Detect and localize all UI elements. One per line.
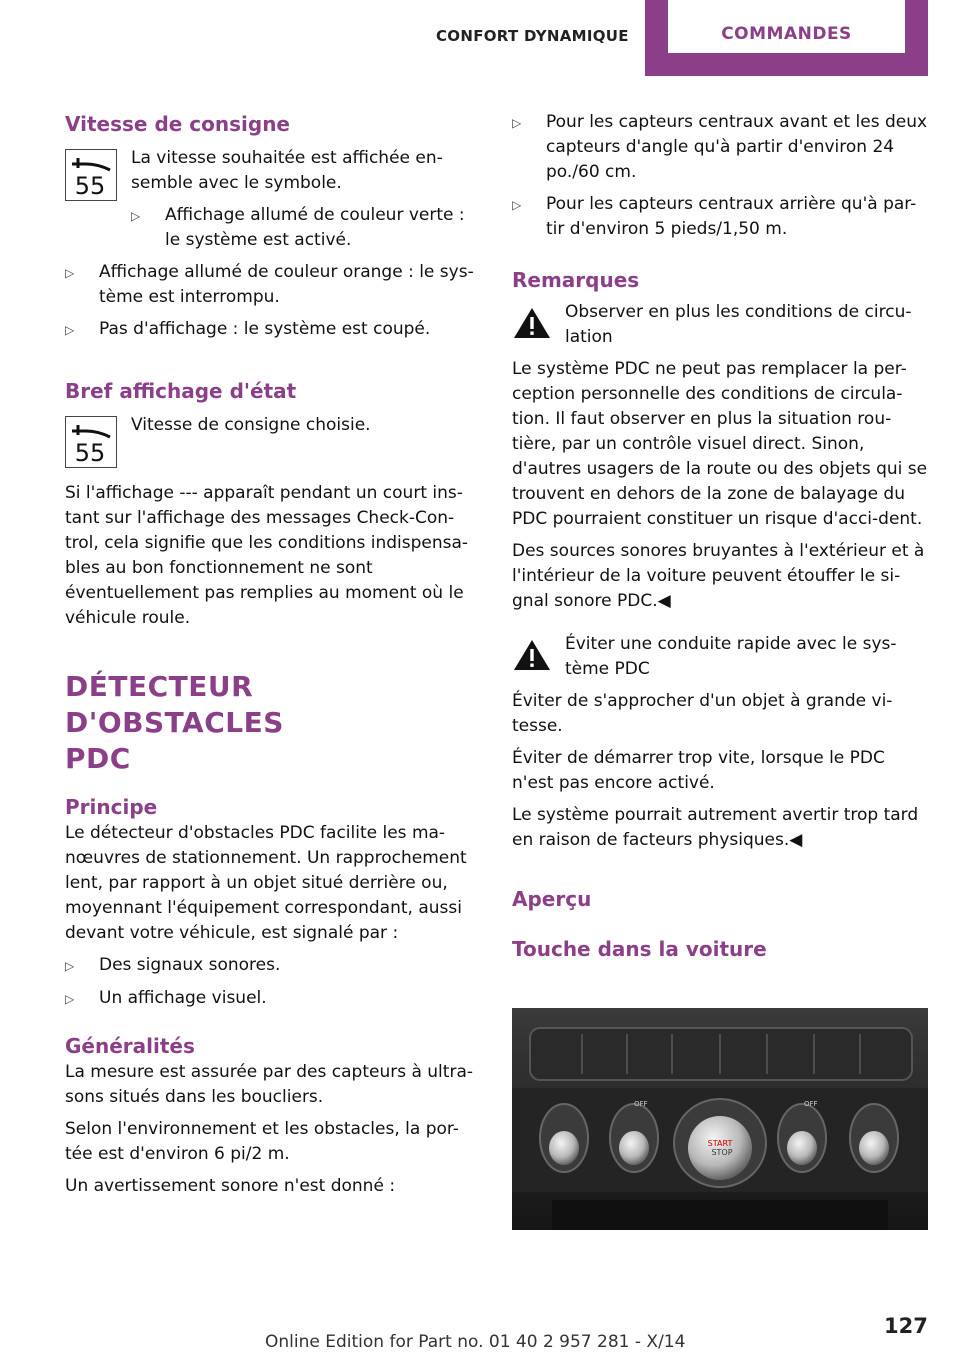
bullet-triangle-icon: ▷ (131, 209, 141, 223)
status-paragraph: Si l'affichage --- apparaît pendant un court ins-tant sur l'affichage des messages Check-Con-trol, cela signifie que les conditions indispensa-bles au bon fonctionnement ne sont éventuellement pas remplies au moment où le véhicule roule. (65, 483, 469, 628)
start-label: START (707, 1139, 733, 1148)
speed-icon-number: 55 (74, 439, 106, 466)
bullet-item: Pour les capteurs centraux arrière qu'à par-tir d'environ 5 pieds/1,50 m. (546, 194, 917, 239)
heading-pdc-line2: PDC (65, 742, 131, 775)
bullet-triangle-icon: ▷ (65, 323, 75, 337)
heading-vitesse-consigne: Vitesse de consigne (65, 112, 290, 136)
speed-limit-icon (65, 416, 117, 468)
header-tab: COMMANDES (668, 0, 905, 53)
general-text-1: La mesure est assurée par des capteurs à ultra-sons situés dans les boucliers. (65, 1062, 473, 1107)
warning-text-2: Éviter une conduite rapide avec le sys-tème PDC (565, 634, 897, 679)
heading-touche: Touche dans la voiture (512, 937, 767, 961)
speed-limit-icon (65, 149, 117, 201)
heading-bref-affichage: Bref affichage d'état (65, 379, 297, 403)
bullet-item: Des signaux sonores. (99, 955, 281, 975)
bullet-item: Pas d'affichage : le système est coupé. (99, 319, 431, 339)
header-section: CONFORT DYNAMIQUE (436, 27, 629, 45)
remark-text-4: Éviter de démarrer trop vite, lorsque le PDC n'est pas encore activé. (512, 748, 885, 793)
remark-text-3: Éviter de s'approcher d'un objet à grande vi-tesse. (512, 691, 893, 736)
general-text-3: Un avertissement sonore n'est donné : (65, 1176, 396, 1196)
bullet-triangle-icon: ▷ (512, 116, 522, 130)
bullet-triangle-icon: ▷ (65, 266, 75, 280)
speed-icon-number: 55 (74, 172, 106, 199)
bullet-triangle-icon: ▷ (65, 959, 75, 973)
heading-principe: Principe (65, 795, 158, 819)
left-column (65, 110, 480, 1199)
page-number: 127 (884, 1314, 928, 1338)
stop-label: STOP (711, 1148, 733, 1157)
warning-icon (512, 305, 552, 341)
heading-apercu: Aperçu (512, 887, 592, 911)
warning-text-1: Observer en plus les conditions de circu-lation (565, 302, 912, 347)
general-text-2: Selon l'environnement et les obstacles, la por-tée est d'environ 6 pi/2 m. (65, 1119, 459, 1164)
bullet-triangle-icon: ▷ (512, 198, 522, 212)
off-label-2: OFF (804, 1100, 818, 1108)
bullet-item: Affichage allumé de couleur verte : le système est activé. (165, 205, 465, 250)
heading-pdc-line1: DÉTECTEUR D'OBSTACLES (65, 670, 284, 739)
right-column (512, 110, 930, 963)
off-label-1: OFF (634, 1100, 648, 1108)
remark-text-1: Le système PDC ne peut pas remplacer la per-ception personnelle des conditions de circula-tion. Il faut observer en plus la situation rou-tière, par un contrôle visuel direct. Sinon, d'autres usagers de la route ou des objets qui se trouvent en dehors de la zone de balayage du PDC pourraient constituer un risque d'acci-dent. (512, 359, 928, 529)
speed-text: La vitesse souhaitée est affichée en-semble avec le symbole. (131, 148, 443, 193)
bullet-item: Pour les capteurs centraux avant et les deux capteurs d'angle qu'à partir d'environ 24 po./60 cm. (546, 112, 928, 182)
warning-icon (512, 637, 552, 673)
bullet-item: Affichage allumé de couleur orange : le sys-tème est interrompu. (99, 262, 474, 307)
principe-text: Le détecteur d'obstacles PDC facilite les ma-nœuvres de stationnement. Un rapprochement lent, par rapport à un objet situé derrière ou, moyennant l'équipement correspondant, aussi devant votre véhicule, est signalé par : (65, 823, 467, 943)
bullet-item: Un affichage visuel. (99, 988, 267, 1008)
heading-remarques: Remarques (512, 268, 640, 292)
car-switch-panel-photo (512, 1008, 928, 1230)
bullet-triangle-icon: ▷ (65, 992, 75, 1006)
footer-edition: Online Edition for Part no. 01 40 2 957 281 - X/14 (265, 1332, 686, 1352)
remark-text-5: Le système pourrait autrement avertir trop tard en raison de facteurs physiques.◀ (512, 805, 919, 850)
remark-text-2: Des sources sonores bruyantes à l'extérieur et à l'intérieur de la voiture peuvent étouffer le si-gnal sonore PDC.◀ (512, 541, 925, 611)
status-text: Vitesse de consigne choisie. (131, 415, 371, 435)
heading-generalites: Généralités (65, 1034, 195, 1058)
